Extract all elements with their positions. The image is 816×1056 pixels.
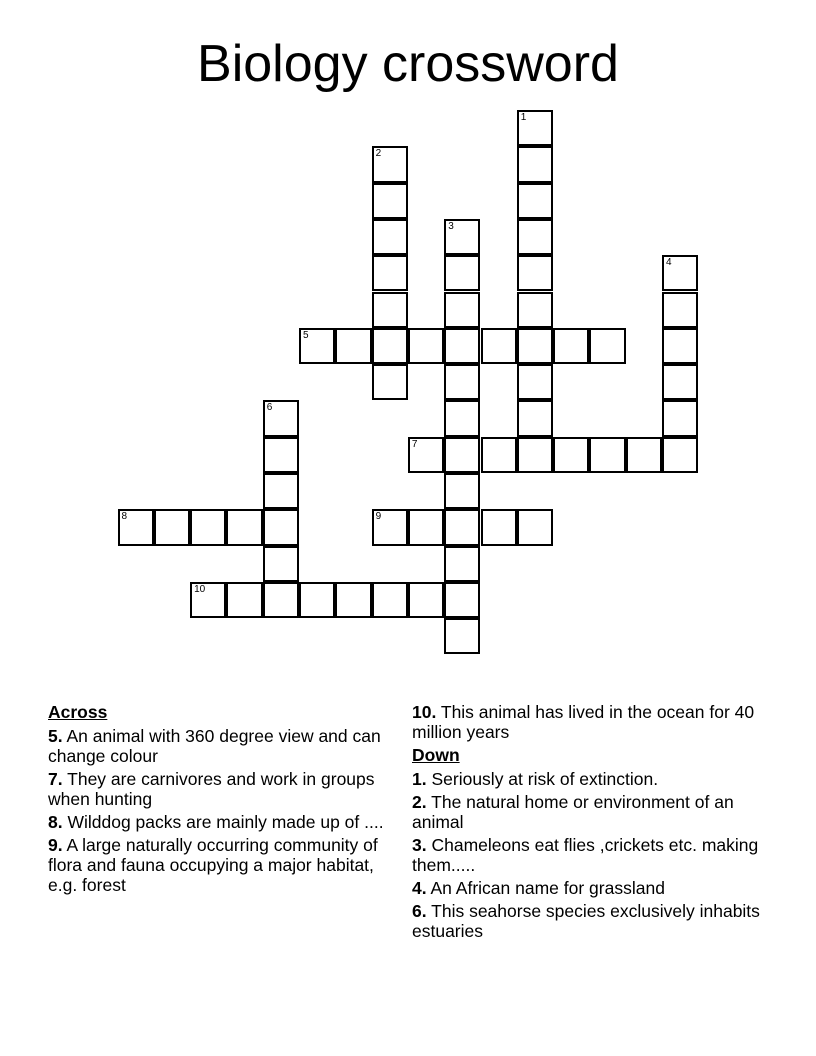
crossword-cell[interactable] (372, 255, 408, 291)
crossword-cell[interactable] (589, 437, 625, 473)
clue-number-label: 3. (412, 835, 427, 855)
crossword-cell[interactable] (444, 219, 480, 255)
clue-item (48, 812, 390, 832)
crossword-cell[interactable] (335, 328, 371, 364)
clue-item (412, 792, 762, 832)
crossword-cell[interactable] (517, 400, 553, 436)
clue-number: 4 (666, 257, 672, 269)
crossword-cell[interactable] (226, 582, 262, 618)
clue-number-label: 9. (48, 835, 63, 855)
crossword-cell[interactable] (444, 364, 480, 400)
clue-number-label: 4. (412, 878, 427, 898)
crossword-cell[interactable] (553, 437, 589, 473)
crossword-cell[interactable] (299, 328, 335, 364)
clues-left-column (48, 702, 390, 898)
crossword-cell[interactable] (444, 255, 480, 291)
crossword-cell[interactable] (408, 328, 444, 364)
clue-number-label: 5. (48, 726, 63, 746)
crossword-cell[interactable] (481, 437, 517, 473)
clue-number-label: 8. (48, 812, 63, 832)
crossword-cell[interactable] (517, 328, 553, 364)
crossword-cell[interactable] (118, 509, 154, 545)
clue-item (412, 901, 762, 941)
crossword-cell[interactable] (553, 328, 589, 364)
crossword-cell[interactable] (372, 582, 408, 618)
crossword-cell[interactable] (444, 582, 480, 618)
clue-text: Wilddog packs are mainly made up of .... (62, 812, 384, 832)
crossword-cell[interactable] (263, 400, 299, 436)
crossword-cell[interactable] (408, 582, 444, 618)
clue-item (412, 769, 762, 789)
across-heading: Across (48, 702, 108, 722)
clue-text: This animal has lived in the ocean for 40 million years (412, 702, 755, 742)
crossword-cell[interactable] (517, 292, 553, 328)
clue-number-label: 2. (412, 792, 427, 812)
clue-number: 10 (194, 583, 206, 595)
clue-number: 8 (121, 511, 128, 523)
clue-text: They are carnivores and work in groups when hunting (48, 769, 375, 809)
crossword-cell[interactable] (589, 328, 625, 364)
clue-item (412, 702, 762, 742)
clue-item (412, 835, 762, 875)
crossword-cell[interactable] (444, 473, 480, 509)
clue-item (412, 878, 762, 898)
clues-right-column (412, 702, 762, 944)
clue-text: Chameleons eat flies ,crickets etc. making them..... (412, 835, 759, 875)
down-heading: Down (412, 745, 460, 765)
clue-text: An animal with 360 degree view and can change colour (48, 726, 381, 766)
crossword-cell[interactable] (408, 437, 444, 473)
clue-number: 1 (520, 112, 527, 123)
crossword-cell[interactable] (662, 255, 698, 291)
crossword-cell[interactable] (481, 509, 517, 545)
crossword-cell[interactable] (517, 110, 553, 146)
clue-number: 7 (411, 438, 418, 450)
crossword-cell[interactable] (662, 292, 698, 328)
clue-item (48, 835, 390, 895)
clue-text: An African name for grassland (426, 878, 665, 898)
clue-number-label: 7. (48, 769, 63, 789)
clue-number: 2 (375, 148, 382, 160)
crossword-cell[interactable] (372, 219, 408, 255)
crossword-cell[interactable] (263, 509, 299, 545)
crossword-cell[interactable] (335, 582, 371, 618)
crossword-cell[interactable] (444, 292, 480, 328)
clue-item (48, 726, 390, 766)
crossword-cell[interactable] (444, 400, 480, 436)
down-clue-list (412, 769, 762, 941)
crossword-cell[interactable] (517, 437, 553, 473)
crossword-cell[interactable] (408, 509, 444, 545)
clue-number: 3 (448, 220, 454, 232)
clue-number: 9 (375, 511, 382, 523)
crossword-cell[interactable] (263, 437, 299, 473)
crossword-cell[interactable] (372, 146, 408, 182)
crossword-cell[interactable] (662, 400, 698, 436)
clue-number: 6 (266, 402, 273, 414)
crossword-cell[interactable] (190, 582, 226, 618)
clue-number-label: 1. (412, 769, 427, 789)
crossword-cell[interactable] (662, 437, 698, 473)
crossword-cell[interactable] (517, 183, 553, 219)
crossword-cell[interactable] (662, 328, 698, 364)
crossword-cell[interactable] (517, 364, 553, 400)
crossword-cell[interactable] (444, 546, 480, 582)
clue-item (48, 769, 390, 809)
crossword-cell[interactable] (190, 509, 226, 545)
clue-text: Seriously at risk of extinction. (426, 769, 659, 789)
crossword-cell[interactable] (517, 219, 553, 255)
crossword-cell[interactable] (372, 292, 408, 328)
page-title: Biology crossword (197, 35, 619, 93)
clue-number-label: 10. (412, 702, 437, 722)
crossword-cell[interactable] (517, 509, 553, 545)
clue-number: 5 (303, 329, 309, 341)
crossword-cell[interactable] (481, 328, 517, 364)
crossword-cell[interactable] (263, 582, 299, 618)
crossword-cell[interactable] (226, 509, 262, 545)
clue-number-label: 6. (412, 901, 427, 921)
across-clue-list-continued (412, 702, 762, 742)
crossword-cell[interactable] (444, 328, 480, 364)
crossword-cell[interactable] (372, 183, 408, 219)
crossword-cell[interactable] (372, 364, 408, 400)
clue-text: A large naturally occurring community of flora and fauna occupying a major habitat, e.g. forest (48, 835, 378, 895)
crossword-cell[interactable] (444, 437, 480, 473)
crossword-cell[interactable] (517, 146, 553, 182)
across-clue-list (48, 726, 390, 895)
crossword-cell[interactable] (263, 473, 299, 509)
clue-text: This seahorse species exclusively inhabits estuaries (412, 901, 760, 941)
clue-text: The natural home or environment of an animal (412, 792, 734, 832)
crossword-cell[interactable] (626, 437, 662, 473)
crossword-cell[interactable] (299, 582, 335, 618)
crossword-cell[interactable] (263, 546, 299, 582)
crossword-cell[interactable] (662, 364, 698, 400)
crossword-cell[interactable] (372, 509, 408, 545)
crossword-cell[interactable] (517, 255, 553, 291)
crossword-cell[interactable] (372, 328, 408, 364)
crossword-cell[interactable] (154, 509, 190, 545)
crossword-cell[interactable] (444, 509, 480, 545)
crossword-cell[interactable] (444, 618, 480, 654)
